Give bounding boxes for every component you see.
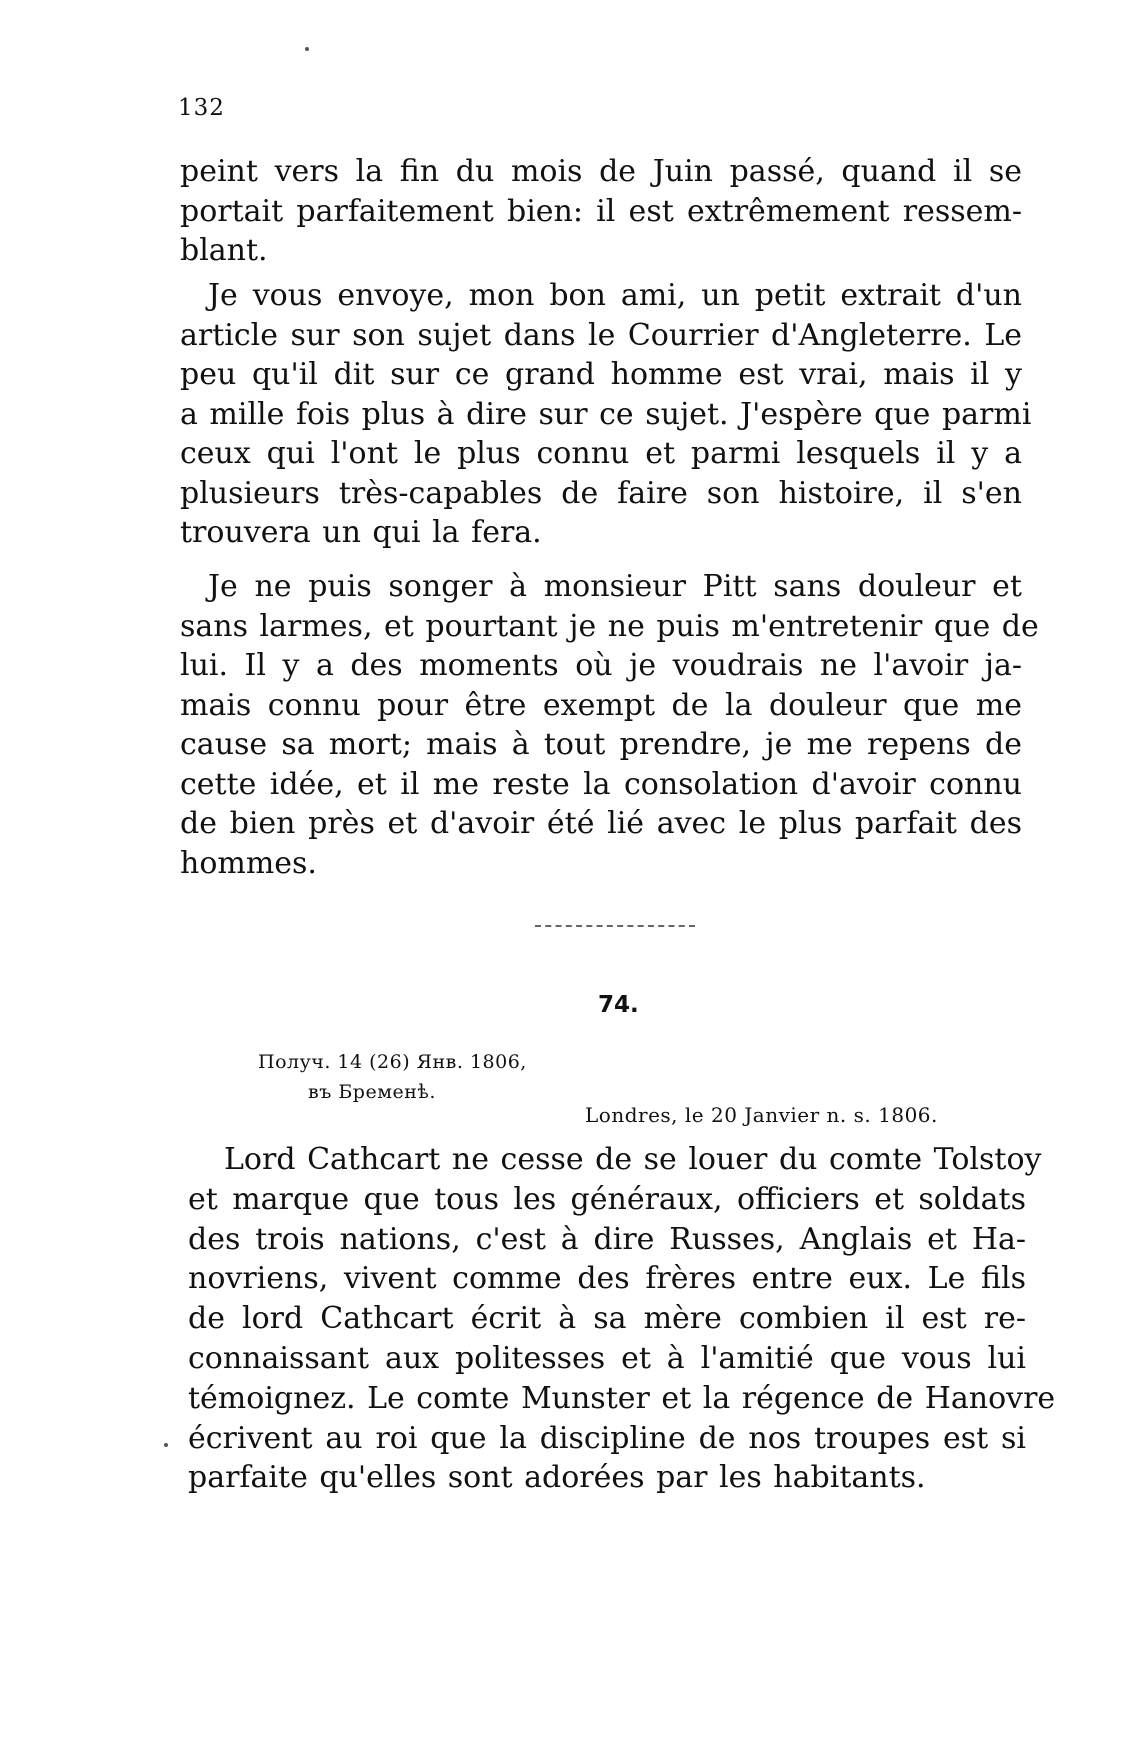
section-divider	[535, 925, 695, 931]
text-line: parfaite qu'elles sont adorées par les habitants.	[188, 1460, 926, 1496]
text-line: sans larmes, et pourtant je ne puis m'entretenir que de	[180, 608, 1039, 644]
scan-speck	[164, 1443, 168, 1447]
text-line: blant.	[180, 233, 268, 268]
text-line: de bien près et d'avoir été lié avec le plus parfait des	[180, 806, 1022, 841]
text-line: hommes.	[180, 845, 317, 881]
text-line: mais connu pour être exempt de la douleur que me	[180, 687, 1022, 723]
letter-place-date: Londres, le 20 Janvier n. s. 1806.	[585, 1103, 938, 1127]
text-line: a mille fois plus à dire sur ce sujet. J'espère que parmi	[180, 396, 1032, 432]
letter-number: 74.	[598, 992, 639, 1018]
text-line: peu qu'il dit sur ce grand homme est vrai, mais il y	[180, 357, 1022, 392]
text-line: Lord Cathcart ne cesse de se louer du comte Tolstoy	[224, 1142, 1042, 1177]
received-date: Получ. 14 (26) Янв. 1806,	[258, 1051, 527, 1073]
text-line: trouvera un qui la fera.	[180, 515, 542, 550]
text-line: témoignez. Le comte Munster et la régence de Hanovre	[188, 1380, 1056, 1416]
paragraph-continuation	[180, 152, 1022, 271]
text-line: des trois nations, c'est à dire Russes, Anglais et Ha-	[188, 1221, 1026, 1257]
paragraph-cathcart	[188, 1140, 1056, 1498]
text-line: cause sa mort; mais à tout prendre, je me repens de	[180, 727, 1022, 762]
text-line: écrivent au roi que la discipline de nos troupes est si	[188, 1420, 1026, 1456]
paragraph-pitt	[180, 567, 1039, 883]
text-line: article sur son sujet dans le Courrier d'Angleterre. Le	[180, 317, 1022, 353]
text-line: Je ne puis songer à monsieur Pitt sans douleur et	[208, 569, 1022, 604]
text-line: peint vers la fin du mois de Juin passé, quand il se	[180, 154, 1022, 189]
page-number: 132	[178, 95, 225, 121]
paragraph-extract	[180, 276, 1032, 553]
received-place: въ Бременѣ.	[308, 1081, 436, 1103]
received-note	[258, 1047, 527, 1107]
text-line: ceux qui l'ont le plus connu et parmi lesquels il y a	[180, 436, 1022, 471]
text-line: portait parfaitement bien: il est extrêmement ressem-	[180, 193, 1022, 229]
text-line: novriens, vivent comme des frères entre eux. Le fils	[188, 1261, 1026, 1297]
text-line: de lord Cathcart écrit à sa mère combien il est re-	[188, 1301, 1026, 1337]
text-line: plusieurs très-capables de faire son histoire, il s'en	[180, 475, 1022, 511]
text-line: connaissant aux politesses et à l'amitié que vous lui	[188, 1340, 1026, 1376]
text-line: et marque que tous les généraux, officiers et soldats	[188, 1181, 1026, 1217]
text-line: cette idée, et il me reste la consolation d'avoir connu	[180, 766, 1022, 802]
text-line: Je vous envoye, mon bon ami, un petit extrait d'un	[208, 278, 1022, 313]
scan-speck	[305, 47, 309, 51]
text-line: lui. Il y a des moments où je voudrais ne l'avoir ja-	[180, 648, 1022, 683]
